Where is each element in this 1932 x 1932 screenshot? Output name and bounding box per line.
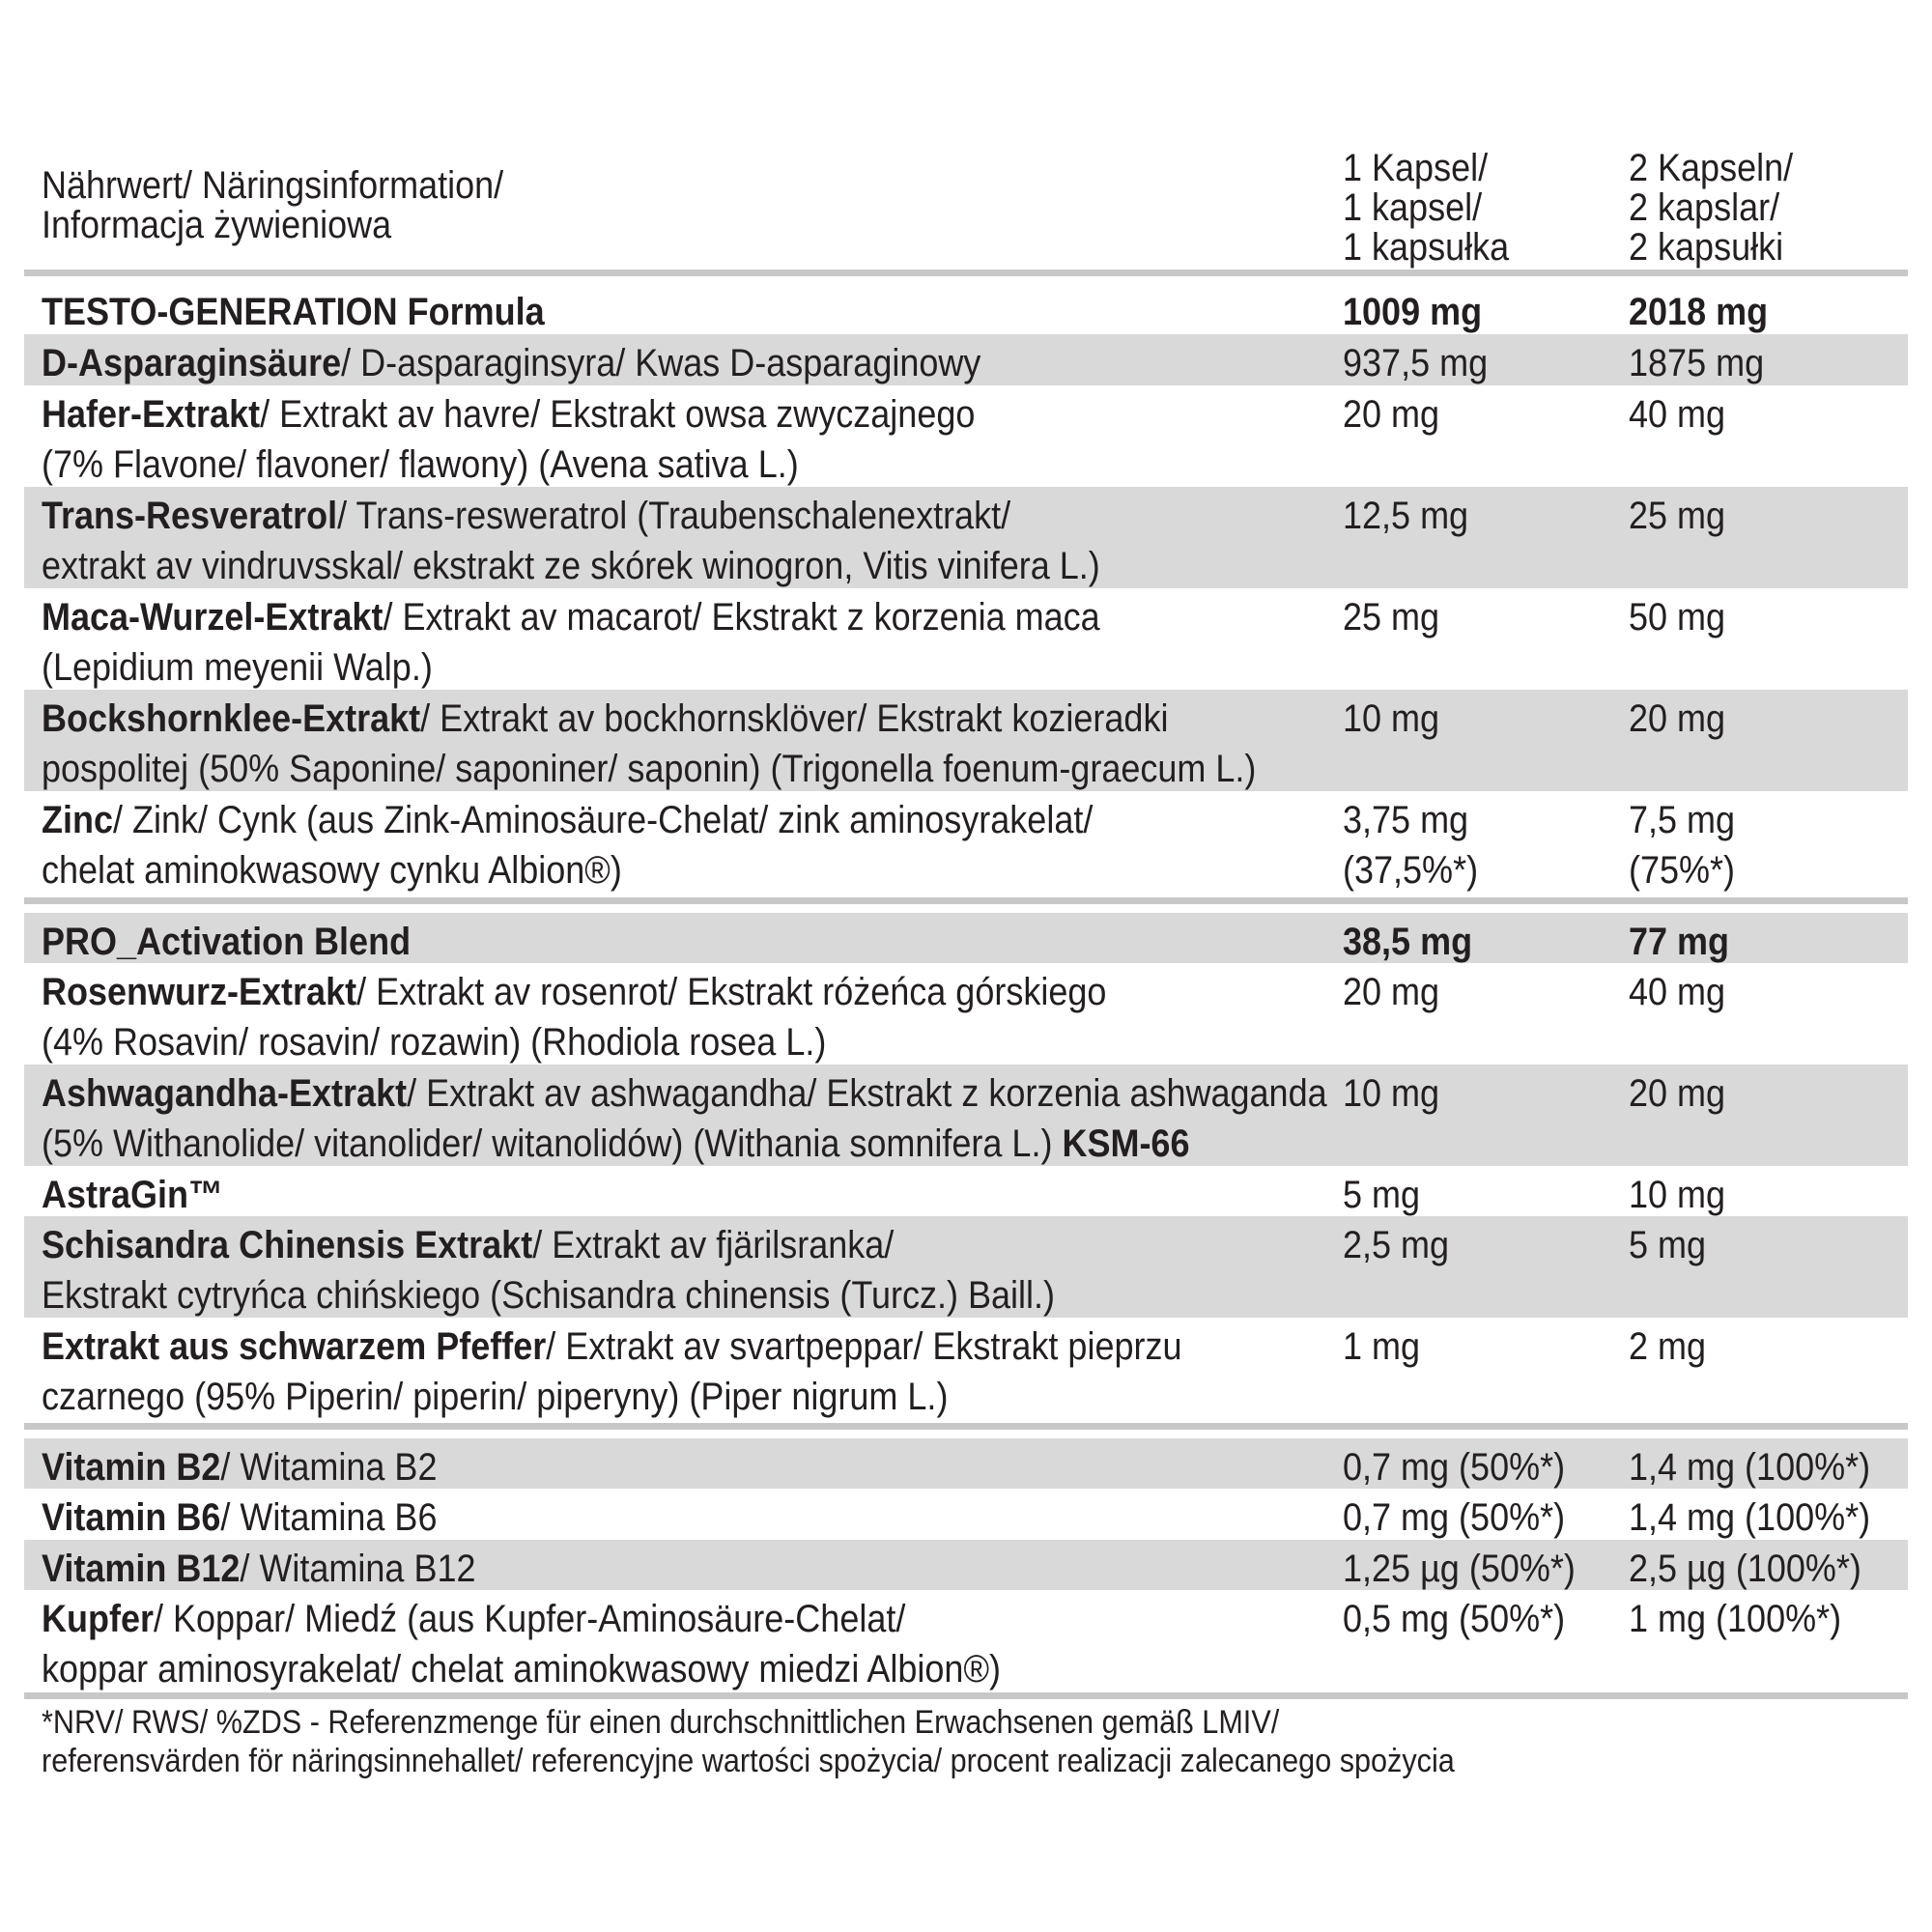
ingredient-detail: pospolitej (50% Saponine/ saponiner/ saponin) (Trigonella foenum-graecum L.) [42,748,1257,790]
table-row [24,1540,1908,1590]
amount-2-capsules [1629,917,1729,967]
ingredient-line [42,1017,1106,1067]
amount-value: 20 mg [1629,1072,1726,1115]
ingredient-detail: Ekstrakt cytryńca chińskiego (Schisandra chinensis (Turcz.) Baill.) [42,1274,1056,1317]
amount-2-capsules [1629,694,1725,744]
amount-2-capsules [1629,1594,1841,1644]
ingredient-bold-name: Ashwagandha-Extrakt [42,1072,408,1115]
ingredient-detail: / D-asparaginsyra/ Kwas D-asparaginowy [341,342,981,384]
table-row [24,1166,1908,1216]
ingredient-detail: chelat aminokwasowy cynku Albion®) [42,849,622,892]
amount-value: 10 mg [1343,1072,1440,1115]
amount-value: 40 mg [1629,971,1726,1013]
ingredient-detail: (Lepidium meyenii Walp.) [42,646,433,689]
ingredient-name [42,1321,1182,1422]
amount-value: 2 mg [1629,1325,1707,1368]
amount-2-capsules [1629,491,1725,541]
amount-value: 2,5 µg (100%*) [1629,1548,1861,1590]
ingredient-detail: koppar aminosyrakelat/ chelat aminokwasowy miedzi Albion®) [42,1648,1001,1690]
ingredient-bold-name: Kupfer [42,1598,155,1640]
table-row [24,334,1908,385]
amount-value: 20 mg [1629,697,1726,740]
ingredient-detail: / Extrakt av macarot/ Ekstrakt z korzenia maca [383,596,1100,639]
ingredient-name [42,491,1100,591]
amount-value: 0,5 mg (50%*) [1343,1598,1566,1640]
ingredient-name [42,1220,1055,1321]
amount-value: (37,5%*) [1343,849,1479,892]
header-col2-line: 2 kapsułki [1629,226,1784,269]
section-header-row [24,913,1908,963]
amount-value: 937,5 mg [1343,342,1489,384]
ingredient-name [42,1442,437,1492]
header-label [42,166,503,245]
amount-value: 10 mg [1343,697,1440,740]
ingredient-bold-name: TESTO-GENERATION Formula [42,291,545,333]
ingredient-line [42,917,411,967]
amount-2-capsules [1629,1068,1725,1119]
ingredient-bold-name: D-Asparaginsäure [42,342,342,384]
amount-value: 50 mg [1629,596,1726,639]
ingredient-line [42,1220,1055,1270]
amount-1-capsule [1343,1544,1576,1594]
amount-2-capsules [1629,389,1725,440]
amount-value: 7,5 mg [1629,799,1736,841]
ingredient-line [42,967,1106,1017]
amount-2-capsules [1629,1321,1706,1372]
ingredient-name [42,1170,223,1220]
ingredient-bold-name: Vitamin B12 [42,1548,241,1590]
ingredient-name [42,338,980,388]
ingredient-detail: / Extrakt av fjärilsranka/ [532,1224,895,1266]
ingredient-detail: / Trans-resweratrol (Traubenschalenextrakt/ [337,495,1011,537]
amount-value: 1875 mg [1629,342,1765,384]
amount-value: 0,7 mg (50%*) [1343,1446,1566,1489]
amount-2-capsules [1629,967,1725,1017]
header-label-line: Informacja żywieniowa [42,204,392,246]
table-row [24,1216,1908,1318]
amount-value: 1,25 µg (50%*) [1343,1548,1576,1590]
header-col2-line: 2 kapslar/ [1629,186,1780,229]
ingredient-detail: / Extrakt av havre/ Ekstrakt owsa zwyczajnego [260,393,976,436]
ingredient-detail: / Witamina B2 [220,1446,438,1489]
table-row [24,588,1908,690]
ingredient-name [42,389,975,490]
ingredient-name [42,1068,1327,1169]
amount-value: 0,7 mg (50%*) [1343,1496,1566,1539]
table-row [24,1065,1908,1166]
ingredient-detail: / Extrakt av bockhornsklöver/ Ekstrakt kozieradki [420,697,1169,740]
ingredient-detail: / Witamina B12 [240,1548,476,1590]
amount-value: 2,5 mg [1343,1224,1450,1266]
ingredient-detail: / Witamina B6 [220,1496,438,1539]
ingredient-line [42,795,1093,845]
amount-1-capsule [1343,917,1472,967]
ingredient-line [42,592,1100,642]
amount-1-capsule [1343,694,1439,744]
ingredient-line [42,1068,1327,1119]
header-col1-line: 1 kapsułka [1343,226,1510,269]
ingredient-line [42,1442,437,1492]
ingredient-bold-name: Bockshornklee-Extrakt [42,697,421,740]
amount-value: 5 mg [1343,1174,1421,1216]
header-column-2 [1629,149,1793,268]
header-column-1 [1343,149,1509,268]
table-row [24,385,1908,487]
header-col1-line: 1 kapsel/ [1343,186,1483,229]
ingredient-line [42,744,1256,794]
section-divider [24,897,1908,904]
amount-2-capsules [1629,795,1735,895]
ingredient-line [42,1321,1182,1372]
ingredient-bold-name: Extrakt aus schwarzem Pfeffer [42,1325,547,1368]
amount-value: 25 mg [1629,495,1726,537]
amount-value: 40 mg [1629,393,1726,436]
table-row [24,1438,1908,1489]
ingredient-bold-name: Maca-Wurzel-Extrakt [42,596,384,639]
ingredient-line [42,1544,476,1594]
ingredient-line [42,1492,437,1543]
amount-1-capsule [1343,967,1439,1017]
amount-value: 25 mg [1343,596,1440,639]
amount-2-capsules [1629,1170,1725,1220]
table-row [24,1489,1908,1540]
ingredient-detail: / Koppar/ Miedź (aus Kupfer-Aminosäure-Chelat/ [154,1598,906,1640]
ingredient-detail: (5% Withanolide/ vitanolider/ witanolidów) (Withania somnifera L.) [42,1122,1063,1165]
amount-1-capsule [1343,795,1478,895]
table-row [24,1318,1908,1419]
amount-value: 1009 mg [1343,291,1483,333]
table-row [24,690,1908,791]
amount-2-capsules [1629,287,1768,337]
ingredient-name [42,917,411,967]
amount-value: 10 mg [1629,1174,1726,1216]
ingredient-bold-name: Zinc [42,799,114,841]
amount-value: 5 mg [1629,1224,1707,1266]
ingredient-bold-name: PRO_Activation Blend [42,921,412,963]
amount-value: 2018 mg [1629,291,1769,333]
amount-value: (75%*) [1629,849,1736,892]
amount-value: 1,4 mg (100%*) [1629,1446,1871,1489]
ingredient-detail: / Extrakt av ashwagandha/ Ekstrakt z korzenia ashwaganda [407,1072,1327,1115]
ingredient-bold-name: Vitamin B6 [42,1496,221,1539]
ingredient-bold-name: Hafer-Extrakt [42,393,261,436]
ingredient-detail: / Zink/ Cynk (aus Zink-Aminosäure-Chelat/ zink aminosyrakelat/ [113,799,1094,841]
ingredient-name [42,1544,476,1594]
ingredient-line [42,287,545,337]
amount-value: 20 mg [1343,393,1440,436]
amount-1-capsule [1343,1594,1565,1644]
table-row [24,487,1908,588]
amount-2-capsules [1629,1442,1870,1492]
amount-1-capsule [1343,491,1468,541]
ingredient-line [42,440,975,490]
amount-2-capsules [1629,592,1725,642]
ingredient-name [42,1594,1001,1694]
ingredient-line [42,845,1093,895]
table-row [24,791,1908,893]
ingredient-line [42,491,1100,541]
amount-1-capsule [1343,1442,1565,1492]
header-col2-line: 2 Kapseln/ [1629,147,1794,189]
amount-1-capsule [1343,338,1488,388]
ingredient-bold-suffix: KSM-66 [1062,1122,1190,1165]
amount-2-capsules [1629,338,1764,388]
ingredient-bold-name: Trans-Resveratrol [42,495,338,537]
ingredient-bold-name: Vitamin B2 [42,1446,221,1489]
amount-value: 12,5 mg [1343,495,1469,537]
amount-value: 38,5 mg [1343,921,1473,963]
amount-value: 1,4 mg (100%*) [1629,1496,1871,1539]
ingredient-name [42,1492,437,1543]
ingredient-line [42,389,975,440]
ingredient-line [42,1594,1001,1644]
ingredient-bold-name: AstraGin™ [42,1174,224,1216]
ingredient-line [42,1270,1055,1321]
amount-1-capsule [1343,1321,1420,1372]
section-header-row [24,283,1908,333]
ingredient-bold-name: Rosenwurz-Extrakt [42,971,357,1013]
ingredient-line [42,694,1256,744]
ingredient-line [42,1644,1001,1694]
header-col1-line: 1 Kapsel/ [1343,147,1489,189]
table-row [24,963,1908,1065]
ingredient-name [42,694,1256,794]
footnote-line: *NRV/ RWS/ %ZDS - Referenzmenge für einen durchschnittlichen Erwachsenen gemäß LMIV/ [42,1704,1280,1741]
amount-value: 77 mg [1629,921,1730,963]
amount-2-capsules [1629,1492,1870,1543]
ingredient-line [42,1170,223,1220]
ingredient-detail: / Extrakt av rosenrot/ Ekstrakt różeńca górskiego [356,971,1107,1013]
amount-value: 1 mg [1343,1325,1421,1368]
ingredient-line [42,1119,1327,1169]
header-label-line: Nährwert/ Näringsinformation/ [42,164,504,207]
ingredient-line [42,642,1100,693]
amount-1-capsule [1343,1220,1449,1270]
amount-1-capsule [1343,1492,1565,1543]
table-row [24,1590,1908,1691]
ingredient-line [42,541,1100,591]
amount-1-capsule [1343,389,1439,440]
amount-value: 20 mg [1343,971,1440,1013]
ingredient-detail: (4% Rosavin/ rosavin/ rozawin) (Rhodiola rosea L.) [42,1021,827,1064]
ingredient-name [42,592,1100,693]
ingredient-detail: extrakt av vindruvsskal/ ekstrakt ze skórek winogron, Vitis vinifera L.) [42,545,1100,587]
ingredient-detail: czarnego (95% Piperin/ piperin/ piperyny) (Piper nigrum L.) [42,1376,949,1418]
ingredient-name [42,967,1106,1067]
footnote [42,1703,1455,1780]
ingredient-name [42,287,545,337]
amount-2-capsules [1629,1220,1706,1270]
ingredient-detail: (7% Flavone/ flavoner/ flawony) (Avena sativa L.) [42,443,799,486]
amount-1-capsule [1343,1068,1439,1119]
amount-value: 1 mg (100%*) [1629,1598,1842,1640]
ingredient-bold-name: Schisandra Chinensis Extrakt [42,1224,533,1266]
amount-value: 3,75 mg [1343,799,1469,841]
section-divider [24,270,1908,276]
ingredient-detail: / Extrakt av svartpeppar/ Ekstrakt pieprzu [546,1325,1182,1368]
amount-1-capsule [1343,592,1439,642]
amount-1-capsule [1343,1170,1420,1220]
amount-2-capsules [1629,1544,1861,1594]
amount-1-capsule [1343,287,1482,337]
section-divider [24,1423,1908,1430]
footnote-line: referensvärden för näringsinnehallet/ referencyjne wartości spożycia/ procent realizacji zalecanego spożycia [42,1743,1455,1779]
ingredient-name [42,795,1093,895]
ingredient-line [42,338,980,388]
ingredient-line [42,1372,1182,1422]
section-divider [24,1692,1908,1699]
